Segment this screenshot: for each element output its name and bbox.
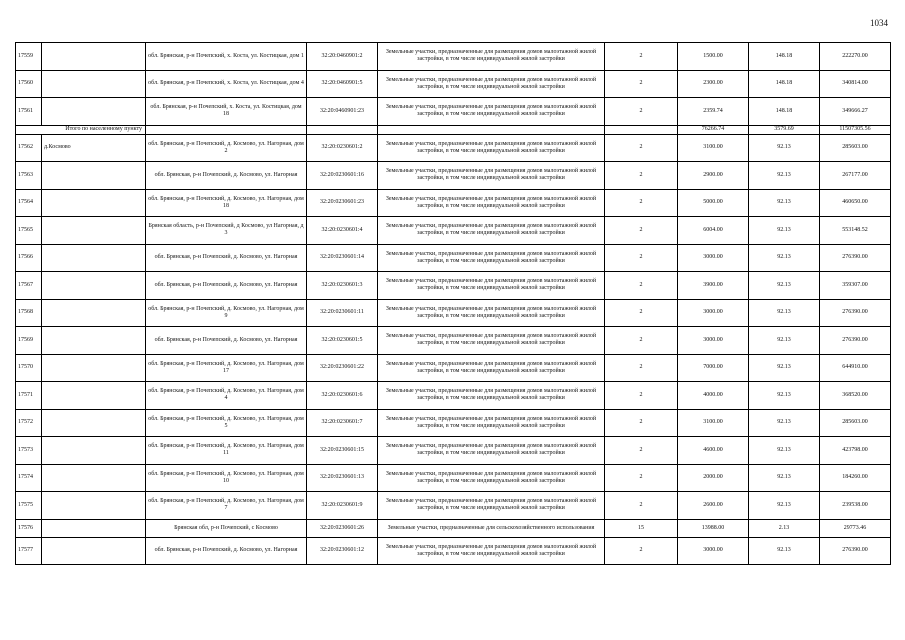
category-code-cell: 2 — [605, 464, 678, 492]
subtotal-row — [16, 125, 891, 134]
row-number: 17567 — [16, 272, 42, 300]
table-row — [16, 519, 891, 537]
address-cell: обл. Брянская, р-н Почепский, д. Космово, ул. Нагорная, дом 18 — [146, 189, 307, 217]
address-cell: обл. Брянская, р-н Почепский, д. Космово, ул. Нагорная, дом 7 — [146, 492, 307, 520]
table-row — [16, 244, 891, 272]
subtotal-label: Итого по населенному пункту — [16, 125, 146, 134]
empty-cell — [42, 437, 146, 465]
area-cell: 3100.00 — [678, 409, 749, 437]
cadastral-number-cell: 32:20:0230601:9 — [307, 492, 378, 520]
cadastral-value-table — [15, 42, 891, 565]
land-use-cell: Земельные участки, предназначенные для размещения домов малоэтажной жилой застройки, в том числе индивидуальной жилой застройки — [378, 409, 605, 437]
cadastral-number-cell: 32:20:0230601:12 — [307, 537, 378, 565]
category-code-cell: 2 — [605, 70, 678, 98]
address-cell: обл. Брянская, р-н Почепский, д. Космово, ул. Нагорная, дом 11 — [146, 437, 307, 465]
cadastral-number-cell: 32:20:0460901:5 — [307, 70, 378, 98]
specific-value-cell: 92.13 — [749, 409, 820, 437]
row-number: 17566 — [16, 244, 42, 272]
area-cell: 2359.74 — [678, 98, 749, 126]
area-cell: 6004.00 — [678, 217, 749, 245]
row-number: 17576 — [16, 519, 42, 537]
specific-value-cell: 148.18 — [749, 98, 820, 126]
address-cell: обл. Брянская, р-н Почепский, д. Космово, ул. Нагорная, дом 4 — [146, 382, 307, 410]
cadastral-number-cell: 32:20:0230601:2 — [307, 134, 378, 162]
cadastral-value-cell: 285603.00 — [820, 409, 891, 437]
empty-cell — [307, 125, 378, 134]
land-use-cell: Земельные участки, предназначенные для размещения домов малоэтажной жилой застройки, в том числе индивидуальной жилой застройки — [378, 189, 605, 217]
cadastral-number-cell: 32:20:0230601:14 — [307, 244, 378, 272]
row-number: 17565 — [16, 217, 42, 245]
address-cell: обл. Брянская, р-н Почепский, х. Коста, ул. Костицкая, дом 4 — [146, 70, 307, 98]
category-code-cell: 2 — [605, 327, 678, 355]
table-row — [16, 537, 891, 565]
subtotal-area: 76266.74 — [678, 125, 749, 134]
cadastral-number-cell: 32:20:0230601:5 — [307, 327, 378, 355]
specific-value-cell: 92.13 — [749, 217, 820, 245]
empty-cell — [42, 464, 146, 492]
land-use-cell: Земельные участки, предназначенные для размещения домов малоэтажной жилой застройки, в том числе индивидуальной жилой застройки — [378, 98, 605, 126]
table-body-kosmovo — [16, 134, 891, 565]
category-code-cell: 2 — [605, 43, 678, 71]
cadastral-number-cell: 32:20:0230601:15 — [307, 437, 378, 465]
empty-cell — [605, 125, 678, 134]
address-cell: обл. Брянская, р-н Почепский, х. Коста, ул. Костицкая, дом 18 — [146, 98, 307, 126]
area-cell: 4600.00 — [678, 437, 749, 465]
address-cell: обл. Брянская, р-н Почепский, д. Космово, ул. Нагорная, дом 2 — [146, 134, 307, 162]
specific-value-cell: 92.13 — [749, 354, 820, 382]
table-row — [16, 464, 891, 492]
cadastral-number-cell: 32:20:0230601:13 — [307, 464, 378, 492]
empty-cell — [42, 272, 146, 300]
cadastral-value-cell: 184260.00 — [820, 464, 891, 492]
cadastral-number-cell: 32:20:0230601:6 — [307, 382, 378, 410]
cadastral-value-cell: 349666.27 — [820, 98, 891, 126]
row-number: 17571 — [16, 382, 42, 410]
table-row — [16, 299, 891, 327]
cadastral-value-cell: 285603.00 — [820, 134, 891, 162]
table-row — [16, 162, 891, 190]
table-row — [16, 382, 891, 410]
cadastral-value-cell: 29773.46 — [820, 519, 891, 537]
row-number: 17569 — [16, 327, 42, 355]
area-cell: 4000.00 — [678, 382, 749, 410]
category-code-cell: 2 — [605, 98, 678, 126]
locality-label: д.Космово — [42, 134, 146, 162]
land-use-cell: Земельные участки, предназначенные для размещения домов малоэтажной жилой застройки, в том числе индивидуальной жилой застройки — [378, 299, 605, 327]
cadastral-value-cell: 460650.00 — [820, 189, 891, 217]
land-use-cell: Земельные участки, предназначенные для размещения домов малоэтажной жилой застройки, в том числе индивидуальной жилой застройки — [378, 134, 605, 162]
specific-value-cell: 92.13 — [749, 299, 820, 327]
empty-cell — [42, 519, 146, 537]
address-cell: обл. Брянская, р-н Почепский, д. Космово, ул. Нагорная — [146, 327, 307, 355]
area-cell: 5000.00 — [678, 189, 749, 217]
category-code-cell: 2 — [605, 162, 678, 190]
address-cell: обл. Брянская, р-н Почепский, д. Космово, ул. Нагорная, дом 17 — [146, 354, 307, 382]
row-number: 17570 — [16, 354, 42, 382]
area-cell: 3000.00 — [678, 299, 749, 327]
cadastral-value-cell: 553148.52 — [820, 217, 891, 245]
cadastral-value-cell: 222270.00 — [820, 43, 891, 71]
row-number: 17573 — [16, 437, 42, 465]
category-code-cell: 2 — [605, 244, 678, 272]
row-number: 17561 — [16, 98, 42, 126]
area-cell: 3900.00 — [678, 272, 749, 300]
empty-cell — [42, 409, 146, 437]
empty-cell — [42, 70, 146, 98]
specific-value-cell: 148.18 — [749, 43, 820, 71]
cadastral-number-cell: 32:20:0230601:16 — [307, 162, 378, 190]
cadastral-number-cell: 32:20:0230601:4 — [307, 217, 378, 245]
area-cell: 2300.00 — [678, 70, 749, 98]
table-row — [16, 272, 891, 300]
cadastral-value-cell: 267177.00 — [820, 162, 891, 190]
category-code-cell: 2 — [605, 354, 678, 382]
cadastral-number-cell: 32:20:0230601:22 — [307, 354, 378, 382]
land-use-cell: Земельные участки, предназначенные для размещения домов малоэтажной жилой застройки, в том числе индивидуальной жилой застройки — [378, 162, 605, 190]
land-use-cell: Земельные участки, предназначенные для размещения домов малоэтажной жилой застройки, в том числе индивидуальной жилой застройки — [378, 437, 605, 465]
land-use-cell: Земельные участки, предназначенные для размещения домов малоэтажной жилой застройки, в том числе индивидуальной жилой застройки — [378, 327, 605, 355]
empty-cell — [42, 98, 146, 126]
land-use-cell: Земельные участки, предназначенные для размещения домов малоэтажной жилой застройки, в том числе индивидуальной жилой застройки — [378, 492, 605, 520]
cadastral-number-cell: 32:20:0230601:26 — [307, 519, 378, 537]
specific-value-cell: 148.18 — [749, 70, 820, 98]
area-cell: 3000.00 — [678, 244, 749, 272]
address-cell: обл. Брянская, р-н Почепский, д. Космово, ул. Нагорная — [146, 537, 307, 565]
empty-cell — [42, 43, 146, 71]
cadastral-value-cell: 340814.00 — [820, 70, 891, 98]
cadastral-number-cell: 32:20:0460901:2 — [307, 43, 378, 71]
land-use-cell: Земельные участки, предназначенные для размещения домов малоэтажной жилой застройки, в том числе индивидуальной жилой застройки — [378, 272, 605, 300]
area-cell: 7000.00 — [678, 354, 749, 382]
specific-value-cell: 92.13 — [749, 327, 820, 355]
cadastral-number-cell: 32:20:0230601:7 — [307, 409, 378, 437]
specific-value-cell: 92.13 — [749, 272, 820, 300]
land-use-cell: Земельные участки, предназначенные для размещения домов малоэтажной жилой застройки, в том числе индивидуальной жилой застройки — [378, 464, 605, 492]
specific-value-cell: 92.13 — [749, 162, 820, 190]
cadastral-number-cell: 32:20:0460901:23 — [307, 98, 378, 126]
subtotal-rate: 3579.69 — [749, 125, 820, 134]
land-use-cell: Земельные участки, предназначенные для размещения домов малоэтажной жилой застройки, в том числе индивидуальной жилой застройки — [378, 217, 605, 245]
table-row — [16, 134, 891, 162]
specific-value-cell: 92.13 — [749, 382, 820, 410]
empty-cell — [42, 537, 146, 565]
area-cell: 3000.00 — [678, 537, 749, 565]
table-row — [16, 492, 891, 520]
category-code-cell: 2 — [605, 299, 678, 327]
cadastral-value-cell: 276390.00 — [820, 537, 891, 565]
empty-cell — [42, 492, 146, 520]
area-cell: 2000.00 — [678, 464, 749, 492]
row-number: 17563 — [16, 162, 42, 190]
category-code-cell: 15 — [605, 519, 678, 537]
cadastral-number-cell: 32:20:0230601:3 — [307, 272, 378, 300]
specific-value-cell: 92.13 — [749, 537, 820, 565]
category-code-cell: 2 — [605, 382, 678, 410]
table-row — [16, 43, 891, 71]
cadastral-value-cell: 359307.00 — [820, 272, 891, 300]
specific-value-cell: 92.13 — [749, 492, 820, 520]
empty-cell — [146, 125, 307, 134]
area-cell: 3000.00 — [678, 327, 749, 355]
table-row — [16, 327, 891, 355]
cadastral-value-cell: 276390.00 — [820, 327, 891, 355]
row-number: 17568 — [16, 299, 42, 327]
page-number: 1034 — [870, 18, 888, 28]
category-code-cell: 2 — [605, 217, 678, 245]
cadastral-number-cell: 32:20:0230601:11 — [307, 299, 378, 327]
land-use-cell: Земельные участки, предназначенные для размещения домов малоэтажной жилой застройки, в том числе индивидуальной жилой застройки — [378, 70, 605, 98]
land-use-cell: Земельные участки, предназначенные для размещения домов малоэтажной жилой застройки, в том числе индивидуальной жилой застройки — [378, 244, 605, 272]
table-row — [16, 189, 891, 217]
cadastral-value-cell: 239538.00 — [820, 492, 891, 520]
area-cell: 3100.00 — [678, 134, 749, 162]
empty-cell — [42, 189, 146, 217]
category-code-cell: 2 — [605, 189, 678, 217]
category-code-cell: 2 — [605, 492, 678, 520]
empty-cell — [42, 354, 146, 382]
empty-cell — [42, 299, 146, 327]
table-row — [16, 354, 891, 382]
address-cell: обл. Брянская, р-н Почепский, д. Космово, ул. Нагорная, дом 5 — [146, 409, 307, 437]
specific-value-cell: 2.13 — [749, 519, 820, 537]
table-row — [16, 409, 891, 437]
table-body-kosta — [16, 43, 891, 126]
specific-value-cell: 92.13 — [749, 464, 820, 492]
address-cell: обл. Брянская, р-н Почепский, х. Коста, ул. Костицкая, дом 1 — [146, 43, 307, 71]
specific-value-cell: 92.13 — [749, 244, 820, 272]
address-cell: обл. Брянская, р-н Почепский, д. Космово, ул. Нагорная — [146, 244, 307, 272]
cadastral-value-cell: 368520.00 — [820, 382, 891, 410]
empty-cell — [42, 327, 146, 355]
cadastral-value-cell: 276390.00 — [820, 299, 891, 327]
category-code-cell: 2 — [605, 437, 678, 465]
row-number: 17562 — [16, 134, 42, 162]
land-use-cell: Земельные участки, предназначенные для сельскохозяйственного использования — [378, 519, 605, 537]
empty-cell — [42, 162, 146, 190]
cadastral-value-cell: 423798.00 — [820, 437, 891, 465]
row-number: 17575 — [16, 492, 42, 520]
row-number: 17577 — [16, 537, 42, 565]
land-use-cell: Земельные участки, предназначенные для размещения домов малоэтажной жилой застройки, в том числе индивидуальной жилой застройки — [378, 537, 605, 565]
land-use-cell: Земельные участки, предназначенные для размещения домов малоэтажной жилой застройки, в том числе индивидуальной жилой застройки — [378, 43, 605, 71]
address-cell: обл. Брянская, р-н Почепский, д. Космово, ул. Нагорная, дом 9 — [146, 299, 307, 327]
address-cell: обл. Брянская, р-н Почепский, д. Космово, ул. Нагорная, дом 10 — [146, 464, 307, 492]
cadastral-number-cell: 32:20:0230601:23 — [307, 189, 378, 217]
table-row — [16, 70, 891, 98]
empty-cell — [42, 382, 146, 410]
land-use-cell: Земельные участки, предназначенные для размещения домов малоэтажной жилой застройки, в том числе индивидуальной жилой застройки — [378, 354, 605, 382]
category-code-cell: 2 — [605, 537, 678, 565]
row-number: 17572 — [16, 409, 42, 437]
empty-cell — [378, 125, 605, 134]
row-number: 17560 — [16, 70, 42, 98]
cadastral-value-cell: 644910.00 — [820, 354, 891, 382]
row-number: 17574 — [16, 464, 42, 492]
area-cell: 2600.00 — [678, 492, 749, 520]
land-use-cell: Земельные участки, предназначенные для размещения домов малоэтажной жилой застройки, в том числе индивидуальной жилой застройки — [378, 382, 605, 410]
address-cell: Брянская обл, р-н Почепский, с Космово — [146, 519, 307, 537]
area-cell: 1500.00 — [678, 43, 749, 71]
row-number: 17564 — [16, 189, 42, 217]
specific-value-cell: 92.13 — [749, 189, 820, 217]
table-row — [16, 217, 891, 245]
address-cell: обл. Брянская, р-н Почепский, д. Космово, ул. Нагорная — [146, 272, 307, 300]
table-row — [16, 98, 891, 126]
table-row — [16, 437, 891, 465]
area-cell: 2900.00 — [678, 162, 749, 190]
address-cell: Брянская область, р-н Почепский, д Космово, ул Нагорная, д 3 — [146, 217, 307, 245]
row-number: 17559 — [16, 43, 42, 71]
area-cell: 13988.00 — [678, 519, 749, 537]
specific-value-cell: 92.13 — [749, 437, 820, 465]
cadastral-value-cell: 276390.00 — [820, 244, 891, 272]
subtotal-value: 11507305.56 — [820, 125, 891, 134]
address-cell: обл. Брянская, р-н Почепский, д. Космово, ул. Нагорная — [146, 162, 307, 190]
specific-value-cell: 92.13 — [749, 134, 820, 162]
category-code-cell: 2 — [605, 134, 678, 162]
empty-cell — [42, 217, 146, 245]
empty-cell — [42, 244, 146, 272]
category-code-cell: 2 — [605, 409, 678, 437]
category-code-cell: 2 — [605, 272, 678, 300]
